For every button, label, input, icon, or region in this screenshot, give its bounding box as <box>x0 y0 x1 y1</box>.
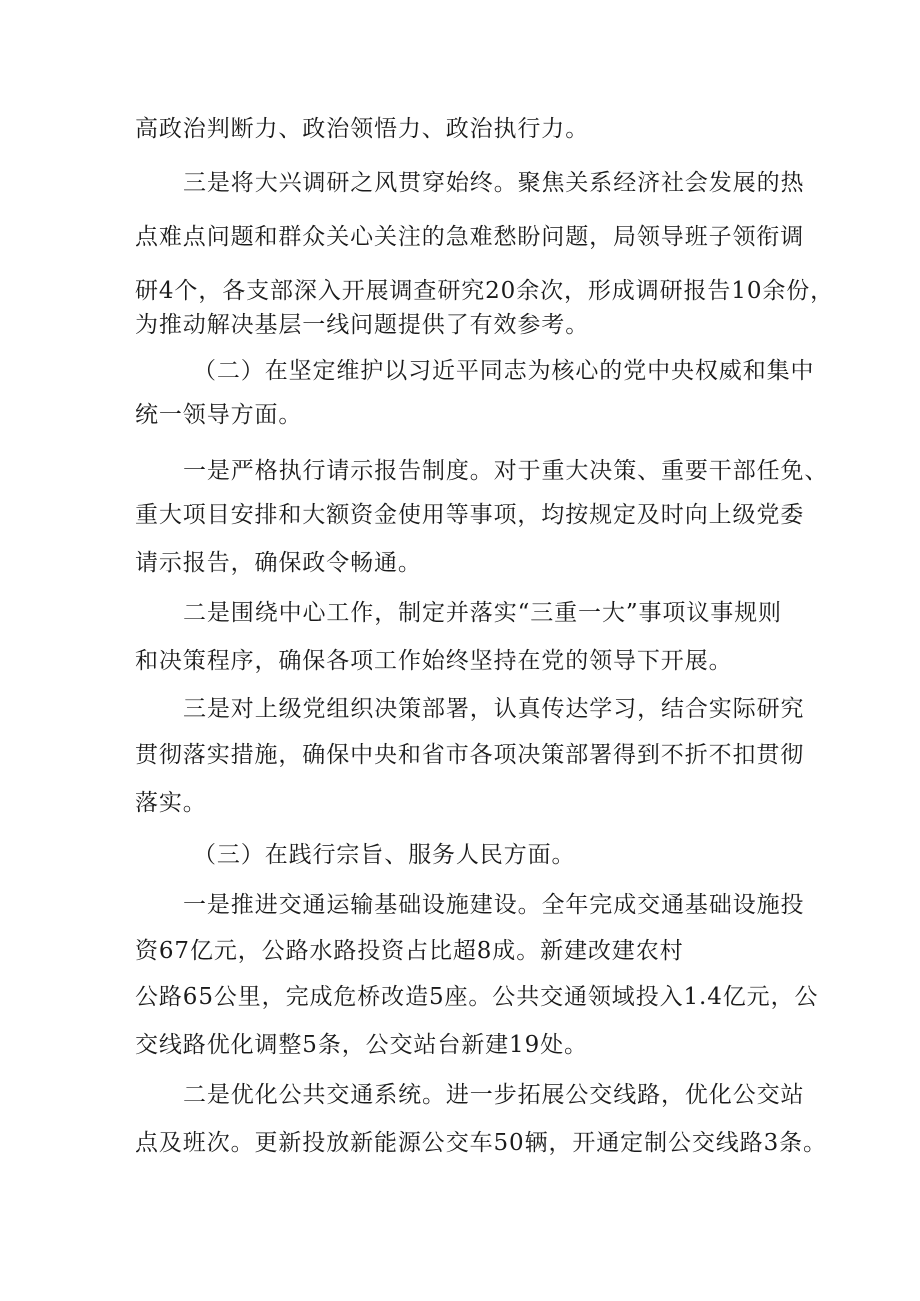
paragraph-line: 交线路优化调整5条，公交站台新建19处。 <box>135 1032 588 1058</box>
paragraph-line: 研4个，各支部深入开展调查研究20余次，形成调研报告10余份， <box>135 278 835 304</box>
paragraph-line: 一是推进交通运输基础设施建设。全年完成交通基础设施投 <box>183 892 805 918</box>
paragraph-line: 点及班次。更新投放新能源公交车50辆，开通定制公交线路3条。 <box>135 1130 827 1156</box>
paragraph-line: 高政治判断力、政治领悟力、政治执行力。 <box>135 116 590 142</box>
paragraph-line: 二是围绕中心工作，制定并落实“三重一大”事项议事规则 <box>183 600 782 626</box>
paragraph-line: 请示报告，确保政令畅通。 <box>135 550 422 576</box>
paragraph-line: 贯彻落实措施，确保中央和省市各项决策部署得到不折不扣贯彻 <box>135 742 805 768</box>
paragraph-line: 点难点问题和群众关心关注的急难愁盼问题，局领导班子领衔调 <box>135 224 805 250</box>
paragraph-line: 二是优化公共交通系统。进一步拓展公交线路，优化公交站 <box>183 1082 805 1108</box>
paragraph-line: 资67亿元，公路水路投资占比超8成。新建改建农村 <box>135 938 684 964</box>
paragraph-line: 和决策程序，确保各项工作始终坚持在党的领导下开展。 <box>135 648 733 674</box>
section-heading: （三）在践行宗旨、服务人民方面。 <box>193 842 576 868</box>
paragraph-line: 三是将大兴调研之风贯穿始终。聚焦关系经济社会发展的热 <box>183 170 805 196</box>
section-heading: （二）在坚定维护以习近平同志为核心的党中央权威和集中 <box>193 358 815 384</box>
paragraph-line: 一是严格执行请示报告制度。对于重大决策、重要干部任免、 <box>183 458 829 484</box>
paragraph-line: 重大项目安排和大额资金使用等事项，均按规定及时向上级党委 <box>135 502 805 528</box>
section-heading: 统一领导方面。 <box>135 402 303 428</box>
paragraph-line: 三是对上级党组织决策部署，认真传达学习，结合实际研究 <box>183 696 805 722</box>
paragraph-line: 落实。 <box>135 790 207 816</box>
paragraph-line: 公路65公里，完成危桥改造5座。公共交通领域投入1.4亿元，公 <box>135 984 819 1010</box>
paragraph-line: 为推动解决基层一线问题提供了有效参考。 <box>135 312 590 338</box>
